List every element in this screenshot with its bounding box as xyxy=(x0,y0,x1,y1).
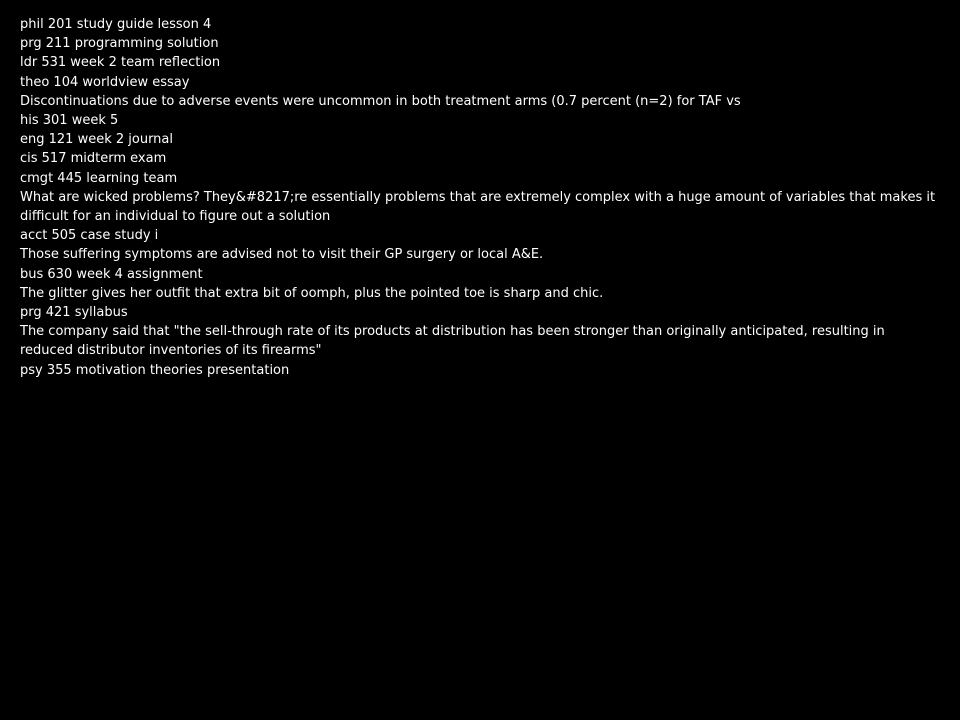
text-line: The company said that "the sell-through rate of its products at distribution has been stronger than originally anticipated, resulting in reduced distributor inventories of its firearms" xyxy=(20,324,885,359)
text-line: Discontinuations due to adverse events were uncommon in both treatment arms (0.7 percent (n=2) for TAF vs xyxy=(20,93,741,109)
text-line: theo 104 worldview essay xyxy=(20,74,190,90)
text-line: bus 630 week 4 assignment xyxy=(20,266,203,282)
text-line: acct 505 case study i xyxy=(20,228,159,244)
text-line: cmgt 445 learning team xyxy=(20,170,178,186)
text-line: prg 211 programming solution xyxy=(20,36,219,52)
text-line: his 301 week 5 xyxy=(20,113,119,129)
text-line: prg 421 syllabus xyxy=(20,305,128,321)
text-line: phil 201 study guide lesson 4 xyxy=(20,17,212,32)
text-line: What are wicked problems? They&#8217;re essentially problems that are extremely complex with a huge amount of variables that makes it difficult for an individual to figure out a solution xyxy=(20,189,936,225)
text-line: cis 517 midterm exam xyxy=(20,151,167,167)
text-line: ldr 531 week 2 team reflection xyxy=(20,55,221,71)
text-list xyxy=(20,15,940,380)
text-line: The glitter gives her outfit that extra bit of oomph, plus the pointed toe is sharp and chic. xyxy=(20,285,604,301)
text-line: psy 355 motivation theories presentation xyxy=(20,362,290,378)
text-line: eng 121 week 2 journal xyxy=(20,132,173,148)
text-line: Those suffering symptoms are advised not to visit their GP surgery or local A&E. xyxy=(20,247,544,263)
